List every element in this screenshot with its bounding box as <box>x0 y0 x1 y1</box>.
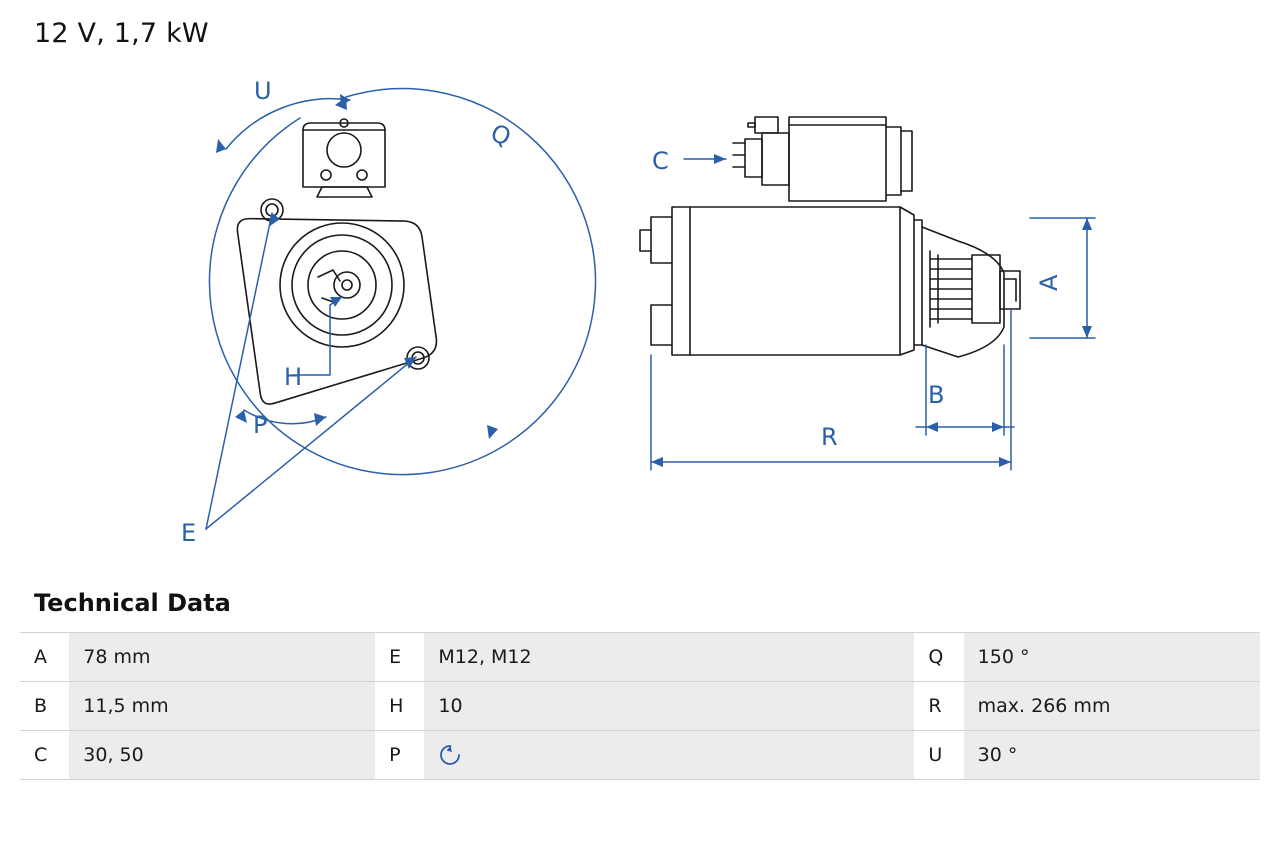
row-key-c: C <box>20 731 69 780</box>
callout-label-h: H <box>284 363 303 391</box>
callout-label-e: E <box>181 519 197 547</box>
callout-label-p: P <box>253 411 268 439</box>
right-view-side <box>640 117 1020 357</box>
table-row <box>20 731 1260 780</box>
row-value-a: 78 mm <box>69 633 375 682</box>
technical-data-heading: Technical Data <box>34 589 231 617</box>
callout-label-q: Q <box>486 118 515 152</box>
row-value-p <box>424 731 914 780</box>
row-value-h: 10 <box>424 682 914 731</box>
row-key-u: U <box>914 731 963 780</box>
table-row <box>20 682 1260 731</box>
row-key-e: E <box>375 633 424 682</box>
row-key-h: H <box>375 682 424 731</box>
row-value-u: 30 ° <box>964 731 1260 780</box>
technical-data-table <box>20 632 1260 780</box>
row-value-e: M12, M12 <box>424 633 914 682</box>
row-value-q: 150 ° <box>964 633 1260 682</box>
row-key-q: Q <box>914 633 963 682</box>
rotation-direction-icon <box>438 742 464 768</box>
row-value-b: 11,5 mm <box>69 682 375 731</box>
callout-label-r: R <box>821 423 838 451</box>
page-title: 12 V, 1,7 kW <box>34 18 209 49</box>
callout-label-c: C <box>652 147 669 175</box>
table-row <box>20 633 1260 682</box>
callout-label-b: B <box>928 381 945 409</box>
row-value-c: 30, 50 <box>69 731 375 780</box>
row-key-p: P <box>375 731 424 780</box>
callout-label-u: U <box>254 77 272 105</box>
row-value-r: max. 266 mm <box>964 682 1260 731</box>
row-key-r: R <box>914 682 963 731</box>
row-key-a: A <box>20 633 69 682</box>
callout-label-a: A <box>1035 274 1063 291</box>
starter-motor-diagram <box>0 55 1280 575</box>
row-key-b: B <box>20 682 69 731</box>
